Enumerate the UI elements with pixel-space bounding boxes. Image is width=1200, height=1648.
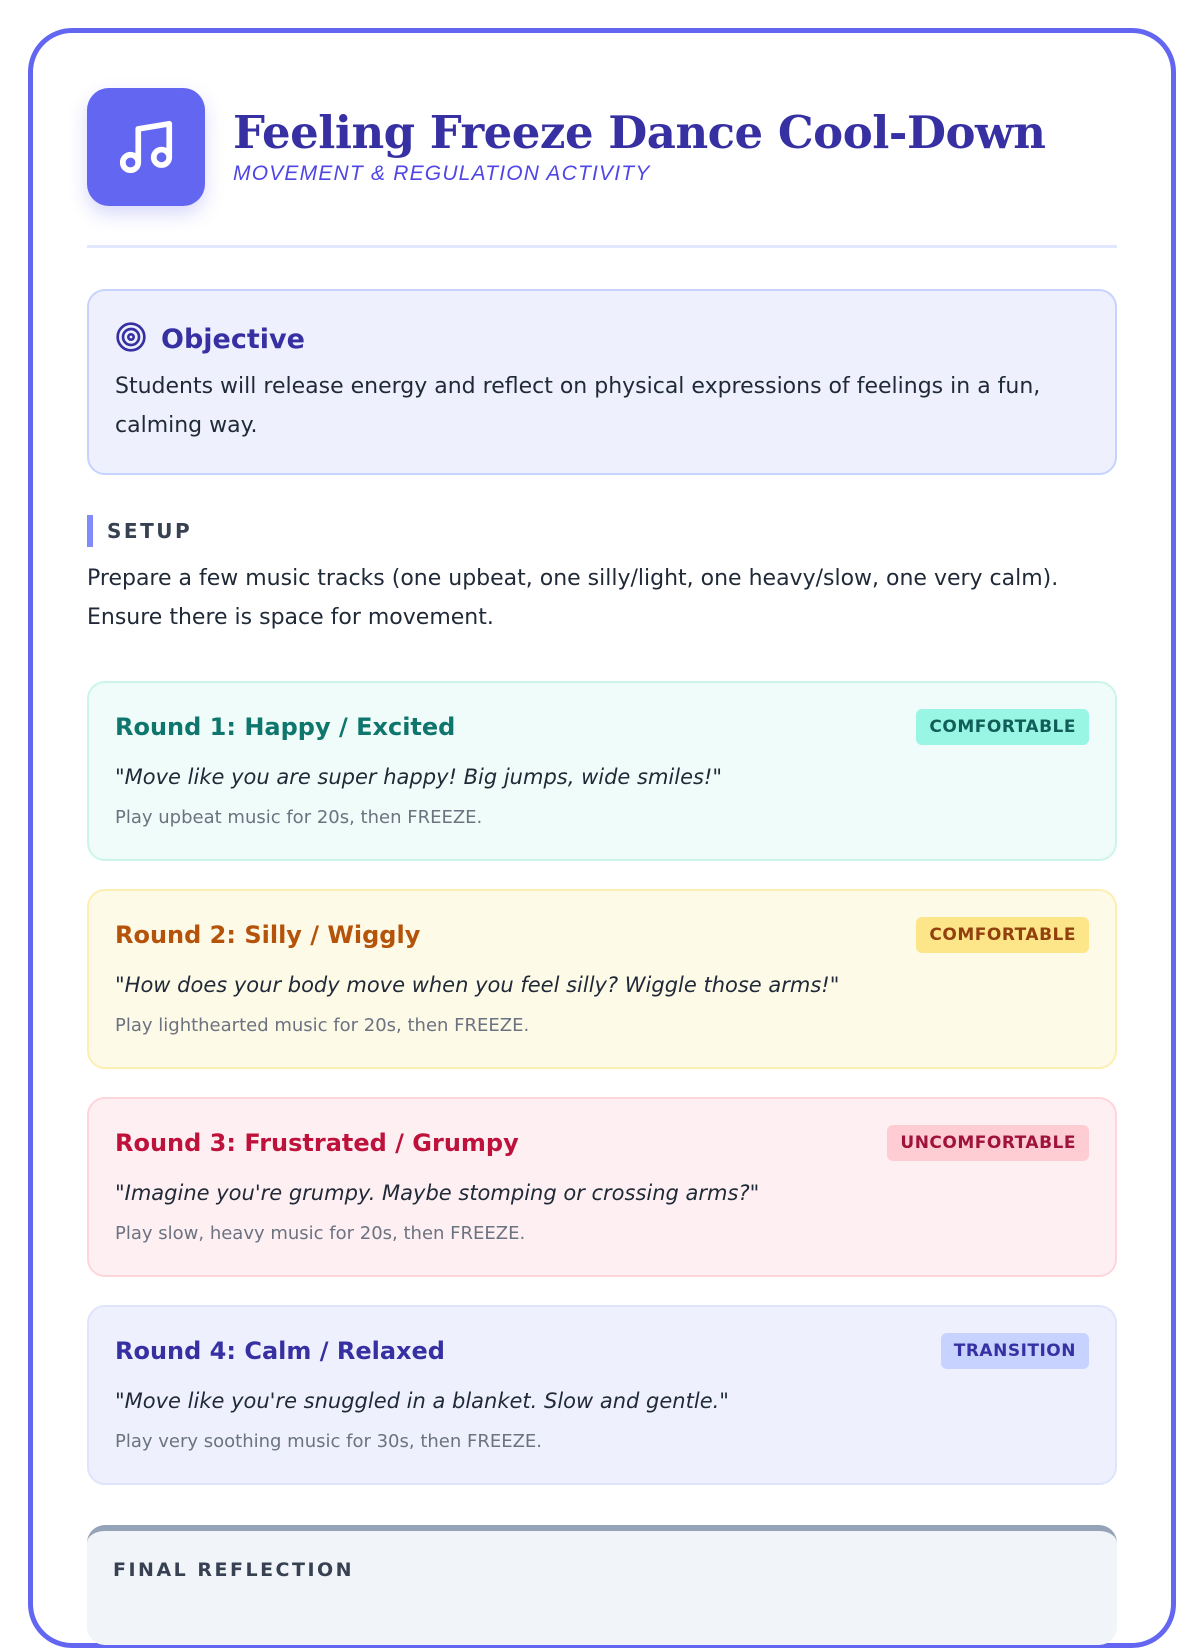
header-divider bbox=[87, 245, 1117, 248]
round-title: Round 4: Calm / Relaxed bbox=[115, 1337, 445, 1365]
activity-card bbox=[28, 28, 1176, 1648]
final-reflection-label: FINAL REFLECTION bbox=[113, 1559, 355, 1581]
round-badge: UNCOMFORTABLE bbox=[887, 1125, 1089, 1161]
activity-header bbox=[87, 87, 1117, 207]
round-card-1 bbox=[87, 681, 1117, 861]
round-note: Play upbeat music for 20s, then FREEZE. bbox=[115, 807, 483, 828]
page-subtitle: MOVEMENT & REGULATION ACTIVITY bbox=[233, 161, 651, 185]
setup-label: SETUP bbox=[107, 519, 193, 543]
objective-box bbox=[87, 289, 1117, 475]
round-title: Round 1: Happy / Excited bbox=[115, 713, 456, 741]
round-note: Play very soothing music for 30s, then FREEZE. bbox=[115, 1431, 543, 1452]
objective-header bbox=[115, 321, 1089, 357]
round-note: Play lighthearted music for 20s, then FREEZE. bbox=[115, 1015, 530, 1036]
round-card-3 bbox=[87, 1097, 1117, 1277]
objective-title: Objective bbox=[161, 323, 305, 355]
round-card-2 bbox=[87, 889, 1117, 1069]
setup-text: Prepare a few music tracks (one upbeat, one silly/light, one heavy/slow, one very calm). Ensure there is space for movement. bbox=[87, 566, 1059, 630]
music-note-icon bbox=[87, 88, 205, 206]
round-header bbox=[115, 1333, 1089, 1369]
round-badge: COMFORTABLE bbox=[916, 709, 1089, 745]
round-quote: "Move like you are super happy! Big jumps, wide smiles!" bbox=[115, 765, 723, 789]
title-block bbox=[233, 108, 1045, 186]
round-title: Round 2: Silly / Wiggly bbox=[115, 921, 421, 949]
round-header bbox=[115, 709, 1089, 745]
round-quote: "Move like you're snuggled in a blanket. Slow and gentle." bbox=[115, 1389, 729, 1413]
round-note: Play slow, heavy music for 20s, then FREEZE. bbox=[115, 1223, 526, 1244]
setup-accent-bar bbox=[87, 515, 93, 547]
round-header bbox=[115, 1125, 1089, 1161]
round-badge: TRANSITION bbox=[941, 1333, 1089, 1369]
round-title: Round 3: Frustrated / Grumpy bbox=[115, 1129, 519, 1157]
round-badge: COMFORTABLE bbox=[916, 917, 1089, 953]
final-reflection-box bbox=[87, 1525, 1117, 1645]
round-card-4 bbox=[87, 1305, 1117, 1485]
objective-text: Students will release energy and reflect on physical expressions of feelings in a fun, calming way. bbox=[115, 374, 1041, 438]
round-quote: "Imagine you're grumpy. Maybe stomping or crossing arms?" bbox=[115, 1181, 760, 1205]
page-title: Feeling Freeze Dance Cool-Down bbox=[233, 106, 1046, 160]
round-quote: "How does your body move when you feel silly? Wiggle those arms!" bbox=[115, 973, 840, 997]
setup-header bbox=[87, 515, 1117, 547]
round-header bbox=[115, 917, 1089, 953]
target-icon bbox=[115, 321, 147, 357]
